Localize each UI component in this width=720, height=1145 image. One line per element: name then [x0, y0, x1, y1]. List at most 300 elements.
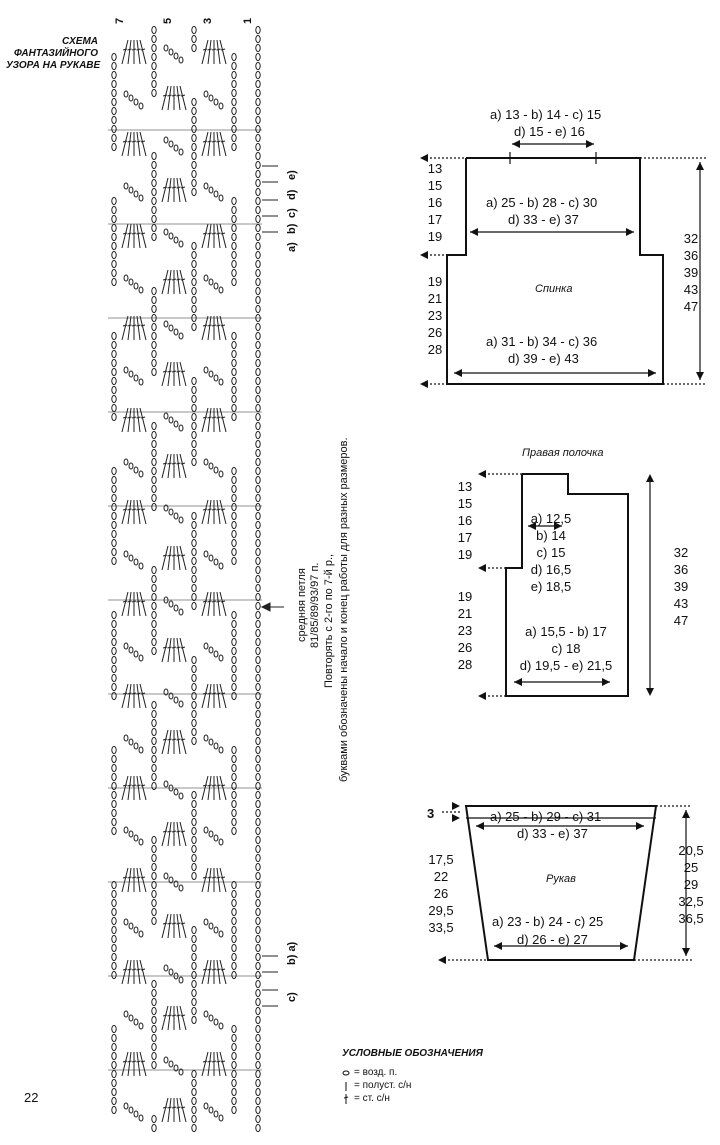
chain-stitch [256, 431, 260, 438]
stitch-tick [123, 877, 127, 878]
chain-stitch [169, 417, 173, 423]
chain-stitch [256, 800, 260, 807]
chain-stitch [152, 458, 156, 465]
stitch-tick [128, 785, 132, 786]
chain-stitch [179, 517, 183, 523]
double-stitch [162, 454, 168, 478]
chain-stitch [232, 71, 236, 78]
chain-stitch [152, 1034, 156, 1041]
double-stitch [162, 1098, 168, 1122]
double-stitch [220, 500, 226, 524]
chain-stitch [152, 305, 156, 312]
chain-stitch [204, 183, 208, 189]
stitch-tick [212, 417, 216, 418]
stitch-tick [132, 233, 136, 234]
chain-stitch [232, 1070, 236, 1077]
chain-stitch [256, 1016, 260, 1023]
chain-stitch [152, 1025, 156, 1032]
chain-stitch [232, 89, 236, 96]
stitch-tick [203, 601, 207, 602]
size-value: 20,5 [678, 843, 704, 858]
chain-stitch [152, 836, 156, 843]
stitch-tick [181, 187, 185, 188]
chain-stitch [256, 170, 260, 177]
chain-stitch [112, 881, 116, 888]
chain-stitch [129, 739, 133, 745]
chain-stitch [192, 701, 196, 708]
chain-stitch [256, 728, 260, 735]
legend-item [342, 1079, 411, 1092]
stitch-tick [137, 969, 141, 970]
chain-stitch [232, 512, 236, 519]
chain-stitch [256, 575, 260, 582]
double-stitch [180, 86, 186, 110]
double-stitch [162, 86, 168, 110]
chain-stitch [112, 1079, 116, 1086]
chain-stitch [152, 989, 156, 996]
chain-stitch [256, 161, 260, 168]
chain-stitch [152, 566, 156, 573]
chain-stitch [192, 557, 196, 564]
chain-stitch [152, 35, 156, 42]
chain-stitch [112, 260, 116, 267]
stitch-tick [128, 509, 132, 510]
chain-stitch [256, 449, 260, 456]
chain-stitch [256, 917, 260, 924]
chain-stitch [112, 1097, 116, 1104]
double-stitch [202, 592, 208, 616]
chain-stitch [112, 278, 116, 285]
stitch-tick [132, 1061, 136, 1062]
chain-stitch [192, 602, 196, 609]
double-stitch [128, 868, 131, 892]
chain-stitch [152, 611, 156, 618]
chain-stitch [232, 116, 236, 123]
chain-stitch [112, 908, 116, 915]
stitch-tick [141, 233, 145, 234]
double-stitch [140, 868, 146, 892]
chain-stitch [232, 746, 236, 753]
chain-stitch [152, 575, 156, 582]
chain-stitch [152, 1124, 156, 1131]
chain-stitch [256, 656, 260, 663]
stitch-tick [123, 785, 127, 786]
chain-stitch [192, 1079, 196, 1086]
chain-stitch [134, 559, 138, 565]
chain-stitch [232, 521, 236, 528]
chain-stitch [209, 371, 213, 377]
chain-stitch [256, 593, 260, 600]
chain-stitch [256, 773, 260, 780]
chain-stitch [256, 818, 260, 825]
chain-stitch [192, 161, 196, 168]
chain-stitch [256, 683, 260, 690]
chain-stitch [256, 89, 260, 96]
chain-stitch [134, 1019, 138, 1025]
stitch-tick [172, 923, 176, 924]
double-stitch [137, 1052, 140, 1076]
stitch-tick [172, 279, 176, 280]
chain-stitch [232, 665, 236, 672]
size-value: 15 [457, 496, 473, 511]
stitch-tick [132, 969, 136, 970]
double-stitch [168, 1006, 171, 1030]
front-lower [502, 623, 630, 674]
stitch-tick [217, 417, 221, 418]
double-stitch [202, 132, 208, 156]
chain-stitch [192, 827, 196, 834]
stitch-tick [128, 877, 132, 878]
chain-stitch [192, 449, 196, 456]
stitch-tick [128, 325, 132, 326]
chain-stitch [256, 143, 260, 150]
chain-stitch [232, 332, 236, 339]
chain-stitch [232, 809, 236, 816]
stitch-tick [172, 463, 176, 464]
chain-stitch [192, 422, 196, 429]
stitch-tick [128, 417, 132, 418]
stitch-tick [217, 969, 221, 970]
chain-stitch [112, 1043, 116, 1050]
chain-stitch [192, 584, 196, 591]
chain-stitch [256, 485, 260, 492]
chain-stitch [232, 143, 236, 150]
front-left-top [452, 478, 478, 563]
double-stitch [217, 960, 220, 984]
chain-stitch [152, 755, 156, 762]
chain-stitch [192, 674, 196, 681]
stitch-tick [123, 509, 127, 510]
chain-stitch [256, 962, 260, 969]
chain-stitch [209, 279, 213, 285]
chain-stitch [124, 919, 128, 925]
double-stitch [128, 224, 131, 248]
chain-stitch [152, 332, 156, 339]
chain-stitch [192, 323, 196, 330]
chain-stitch [169, 325, 173, 331]
double-stitch [202, 500, 208, 524]
stitch-tick [212, 969, 216, 970]
chain-stitch [112, 962, 116, 969]
chain-stitch [256, 1061, 260, 1068]
double-stitch [128, 408, 131, 432]
double-stitch [122, 224, 128, 248]
chain-stitch [152, 422, 156, 429]
chain-stitch [232, 467, 236, 474]
chain-stitch [232, 251, 236, 258]
double-stitch [220, 224, 226, 248]
chain-stitch [214, 559, 218, 565]
stitch-tick [168, 923, 172, 924]
chain-stitch [152, 710, 156, 717]
chain-stitch [134, 835, 138, 841]
chain-stitch [174, 789, 178, 795]
size-value: 32,5 [678, 894, 704, 909]
chain-stitch [232, 962, 236, 969]
stitch-tick [128, 1061, 132, 1062]
stitch-tick [203, 417, 207, 418]
chain-stitch [204, 919, 208, 925]
size-value: 19 [457, 547, 473, 562]
double-stitch [122, 684, 128, 708]
legend-label: = полуст. с/н [354, 1080, 412, 1091]
stitch-tick [163, 187, 167, 188]
chain-stitch [192, 1070, 196, 1077]
chain-stitch [256, 854, 260, 861]
chain-stitch [256, 350, 260, 357]
stitch-tick [208, 49, 212, 50]
stitch-tick [168, 279, 172, 280]
chain-stitch [129, 831, 133, 837]
stitch-tick [132, 785, 136, 786]
double-stitch [208, 224, 211, 248]
chain-stitch [192, 134, 196, 141]
stitch-tick [168, 831, 172, 832]
stitch-tick [203, 969, 207, 970]
chain-stitch [256, 1034, 260, 1041]
stitch-tick [177, 95, 181, 96]
chain-stitch [232, 782, 236, 789]
stitch-tick [137, 785, 141, 786]
chain-stitch [256, 80, 260, 87]
chain-stitch [232, 503, 236, 510]
chain-stitch [112, 251, 116, 258]
chain-stitch [256, 755, 260, 762]
row-number: 3 [202, 17, 214, 24]
chain-stitch [232, 197, 236, 204]
double-stitch [180, 270, 186, 294]
chain-stitch [129, 555, 133, 561]
chain-stitch [214, 835, 218, 841]
chain-stitch [256, 503, 260, 510]
chain-stitch [152, 638, 156, 645]
chain-stitch [209, 923, 213, 929]
chain-stitch [192, 242, 196, 249]
chain-stitch [256, 1007, 260, 1014]
chain-stitch [164, 781, 168, 787]
chain-stitch [256, 1097, 260, 1104]
chain-stitch [179, 57, 183, 63]
size-value: 39 [683, 265, 699, 280]
chain-stitch [232, 269, 236, 276]
stitch-tick [163, 923, 167, 924]
double-stitch [128, 40, 131, 64]
double-stitch [162, 1006, 168, 1030]
chain-stitch [134, 283, 138, 289]
stitch-tick [137, 601, 141, 602]
chain-stitch [232, 224, 236, 231]
double-stitch [168, 1098, 171, 1122]
chain-stitch [112, 971, 116, 978]
chain-stitch [152, 368, 156, 375]
chain-stitch [256, 296, 260, 303]
stitch-tick [123, 601, 127, 602]
chain-stitch [192, 836, 196, 843]
chain-stitch [139, 471, 143, 477]
chain-stitch [112, 494, 116, 501]
double-stitch [122, 960, 128, 984]
double-stitch [208, 316, 211, 340]
chain-stitch [129, 1107, 133, 1113]
chain-stitch [112, 134, 116, 141]
chain-stitch [256, 530, 260, 537]
size-value: 43 [683, 282, 699, 297]
chain-stitch [232, 278, 236, 285]
chain-stitch [152, 287, 156, 294]
chain-stitch [256, 251, 260, 258]
chain-stitch [179, 609, 183, 615]
double-stitch [140, 408, 146, 432]
stitch-tick [163, 555, 167, 556]
chain-stitch [124, 367, 128, 373]
chain-stitch [152, 467, 156, 474]
stitch-tick [181, 95, 185, 96]
chain-stitch [256, 881, 260, 888]
stitch-tick [221, 969, 225, 970]
double-stitch [137, 868, 140, 892]
chain-stitch [112, 467, 116, 474]
chain-stitch [256, 413, 260, 420]
double-stitch [202, 408, 208, 432]
chain-stitch [129, 371, 133, 377]
chain-stitch [256, 899, 260, 906]
chain-stitch [256, 1124, 260, 1131]
chain-stitch [152, 737, 156, 744]
chain-stitch [112, 890, 116, 897]
stitch-tick [203, 325, 207, 326]
chain-stitch [152, 773, 156, 780]
chain-stitch [139, 931, 143, 937]
double-stitch [177, 1098, 180, 1122]
back-left-top [422, 160, 448, 245]
chain-stitch [139, 379, 143, 385]
chain-stitch [192, 179, 196, 186]
back-mid-b: d) 33 - e) 37 [508, 212, 579, 227]
chain-stitch [192, 845, 196, 852]
legend-item [342, 1066, 411, 1079]
chain-stitch [112, 809, 116, 816]
stitch-tick [212, 785, 216, 786]
size-value: 36,5 [678, 911, 704, 926]
chain-stitch [152, 170, 156, 177]
chain-stitch [219, 471, 223, 477]
chain-stitch [256, 836, 260, 843]
chain-stitch [256, 521, 260, 528]
size-value: c) 15 [536, 545, 566, 560]
stitch-tick [212, 1061, 216, 1062]
double-stitch [202, 40, 208, 64]
chain-stitch [192, 296, 196, 303]
stitch-tick [208, 325, 212, 326]
page-number: 22 [24, 1090, 39, 1105]
stitch-tick [137, 325, 141, 326]
double-stitch [128, 592, 131, 616]
chain-stitch [204, 735, 208, 741]
chain-stitch [256, 476, 260, 483]
chain-stitch [232, 476, 236, 483]
chain-stitch [112, 503, 116, 510]
chain-stitch [204, 827, 208, 833]
chain-stitch [112, 764, 116, 771]
chain-stitch [112, 350, 116, 357]
chain-stitch [112, 638, 116, 645]
double-stitch [128, 500, 131, 524]
double-stitch-icon [342, 1094, 350, 1104]
chain-stitch [112, 674, 116, 681]
chain-stitch [112, 62, 116, 69]
chain-stitch [112, 341, 116, 348]
stitch-tick [203, 49, 207, 50]
chain-stitch [112, 611, 116, 618]
chain-stitch [112, 521, 116, 528]
stitch-tick [208, 785, 212, 786]
double-stitch [180, 454, 186, 478]
stitch-tick [172, 1107, 176, 1108]
chain-stitch [152, 503, 156, 510]
double-stitch [140, 960, 146, 984]
chain-stitch [112, 1106, 116, 1113]
chain-stitch [152, 1115, 156, 1122]
chain-stitch [129, 95, 133, 101]
chain-stitch [112, 953, 116, 960]
chain-stitch [256, 971, 260, 978]
chain-stitch [256, 719, 260, 726]
chain-stitch [152, 782, 156, 789]
size-value: 13 [457, 479, 473, 494]
chain-stitch [112, 692, 116, 699]
front-left-bottom [452, 588, 478, 673]
sleeve-top-label: 3 [427, 806, 435, 821]
stitch-tick [181, 463, 185, 464]
double-stitch [128, 684, 131, 708]
chain-stitch [192, 989, 196, 996]
double-stitch [122, 592, 128, 616]
chain-stitch [152, 719, 156, 726]
size-value: 22 [433, 869, 449, 884]
stitch-tick [137, 509, 141, 510]
chain-stitch [192, 44, 196, 51]
chain-stitch [256, 152, 260, 159]
front-upper [508, 510, 594, 595]
double-stitch [202, 684, 208, 708]
chain-stitch [232, 386, 236, 393]
chain-stitch [164, 965, 168, 971]
chain-stitch [112, 530, 116, 537]
chain-stitch [232, 557, 236, 564]
chain-stitch [232, 647, 236, 654]
chain-stitch [112, 926, 116, 933]
chain-stitch [139, 287, 143, 293]
chain-stitch [204, 91, 208, 97]
double-stitch [140, 592, 146, 616]
stitch-tick [177, 371, 181, 372]
chain-stitch [134, 191, 138, 197]
chain-stitch [256, 908, 260, 915]
chain-stitch [112, 629, 116, 636]
chain-stitch [209, 555, 213, 561]
chain-stitch [112, 71, 116, 78]
chain-stitch [112, 512, 116, 519]
size-value: 23 [427, 308, 443, 323]
size-value: c) 18 [551, 641, 581, 656]
double-stitch [128, 1052, 131, 1076]
double-stitch [180, 1006, 186, 1030]
chain-stitch [152, 323, 156, 330]
double-stitch [220, 132, 226, 156]
chain-stitch [256, 872, 260, 879]
size-value: 29 [683, 877, 699, 892]
chain-stitch [256, 692, 260, 699]
